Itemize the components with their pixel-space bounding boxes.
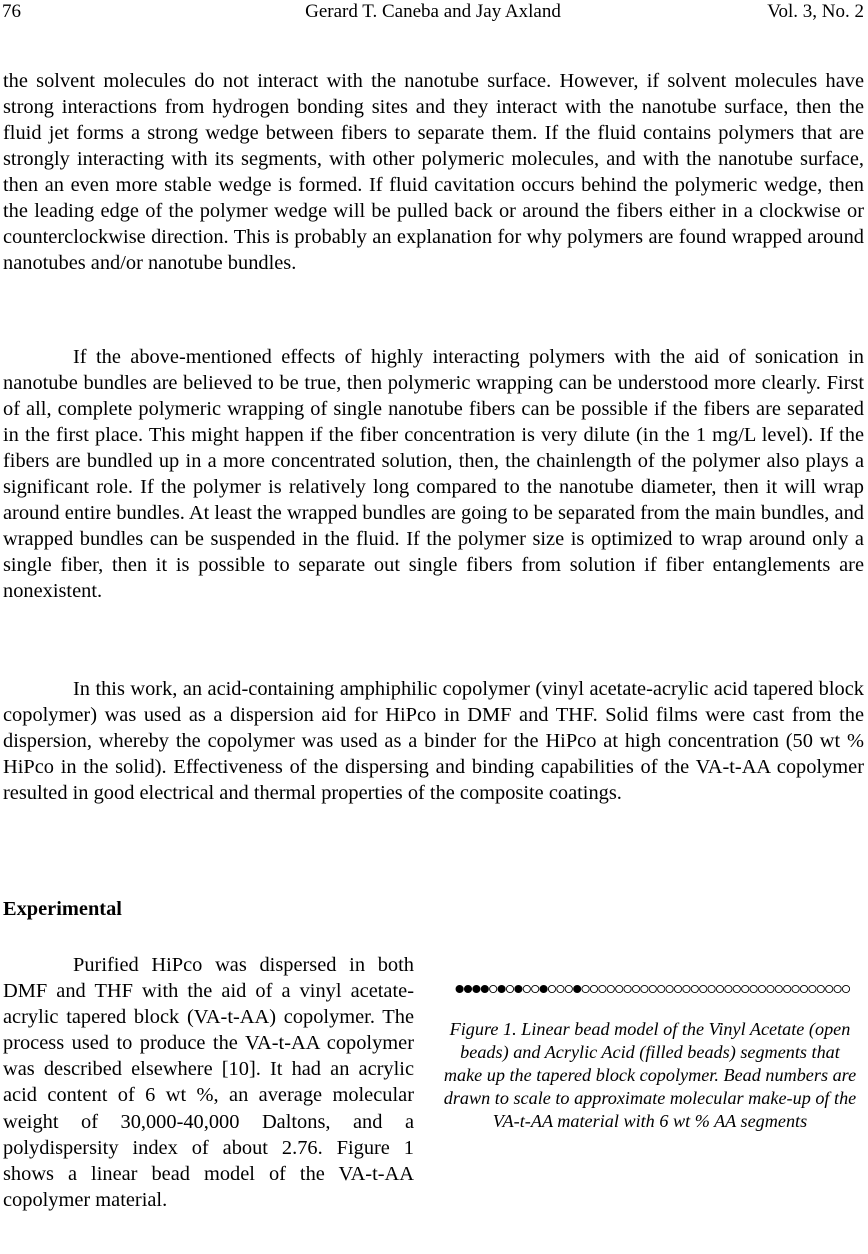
vinyl-acetate-bead xyxy=(742,985,749,992)
vinyl-acetate-bead xyxy=(490,985,497,992)
vinyl-acetate-bead xyxy=(641,985,648,992)
figure-caption: Figure 1. Linear bead model of the Vinyl Acetate (open beads) and Acrylic Acid (filled beads) segments that make up the tapered block copolymer. Bead numbers are drawn to scale to approximate molecular make-up of the VA-t-AA material with 6 wt % AA segments xyxy=(443,1019,857,1131)
vinyl-acetate-bead xyxy=(658,985,665,992)
vinyl-acetate-bead xyxy=(683,985,690,992)
paragraph-polymer-wrapping: If the above-mentioned effects of highly interacting polymers with the aid of sonication in nanotube bundles are believed to be true, then polymeric wrapping can be understood more clearly. First of all, complete polymeric wrapping of single nanotube fibers can be possible if the fibers are separated in the first place. This might happen if the fiber concentration is very dilute (in the 1 mg/L level). If the fibers are bundled up in a more concentrated solution, then, the chainlength of the polymer also plays a significant role. If the polymer is relatively long compared to the nanotube diameter, then it will wrap around entire bundles. At least the wrapped bundles are going to be separated from the main bundles, and wrapped bundles can be suspended in the fluid. If the polymer size is optimized to wrap around only a single fiber, then it is possible to separate out single fibers from solution if fiber entanglements are nonexistent. xyxy=(3,346,864,602)
vinyl-acetate-bead xyxy=(842,985,849,992)
vinyl-acetate-bead xyxy=(666,985,673,992)
vinyl-acetate-bead xyxy=(649,985,656,992)
author-line: Gerard T. Caneba and Jay Axland xyxy=(305,1,561,22)
vinyl-acetate-bead xyxy=(691,985,698,992)
vinyl-acetate-bead xyxy=(607,985,614,992)
vinyl-acetate-bead xyxy=(523,985,530,992)
acrylic-acid-bead xyxy=(515,985,522,992)
vinyl-acetate-bead xyxy=(758,985,765,992)
acrylic-acid-bead xyxy=(481,985,488,992)
bead-model-diagram xyxy=(455,982,855,996)
vinyl-acetate-bead xyxy=(532,985,539,992)
acrylic-acid-bead xyxy=(456,985,463,992)
vinyl-acetate-bead xyxy=(506,985,513,992)
vinyl-acetate-bead xyxy=(792,985,799,992)
vinyl-acetate-bead xyxy=(834,985,841,992)
vinyl-acetate-bead xyxy=(624,985,631,992)
acrylic-acid-bead xyxy=(464,985,471,992)
vinyl-acetate-bead xyxy=(582,985,589,992)
page-number: 76 xyxy=(2,1,21,22)
vinyl-acetate-bead xyxy=(590,985,597,992)
running-header xyxy=(2,0,864,26)
vinyl-acetate-bead xyxy=(733,985,740,992)
vinyl-acetate-bead xyxy=(548,985,555,992)
volume-info: Vol. 3, No. 2 xyxy=(767,1,864,22)
paragraph-this-work: In this work, an acid-containing amphiphilic copolymer (vinyl acetate-acrylic acid tapered block copolymer) was used as a dispersion aid for HiPco in DMF and THF. Solid films were cast from the dispersion, whereby the copolymer was used as a binder for the HiPco at high concentration (50 wt % HiPco in the solid). Effectiveness of the dispersing and binding capabilities of the VA-t-AA copolymer resulted in good electrical and thermal properties of the composite coatings. xyxy=(3,678,864,804)
vinyl-acetate-bead xyxy=(826,985,833,992)
vinyl-acetate-bead xyxy=(817,985,824,992)
figure-1 xyxy=(440,982,860,1133)
vinyl-acetate-bead xyxy=(616,985,623,992)
vinyl-acetate-bead xyxy=(557,985,564,992)
vinyl-acetate-bead xyxy=(767,985,774,992)
acrylic-acid-bead xyxy=(498,985,505,992)
vinyl-acetate-bead xyxy=(784,985,791,992)
vinyl-acetate-bead xyxy=(599,985,606,992)
vinyl-acetate-bead xyxy=(674,985,681,992)
vinyl-acetate-bead xyxy=(800,985,807,992)
vinyl-acetate-bead xyxy=(809,985,816,992)
vinyl-acetate-bead xyxy=(725,985,732,992)
experimental-body: Purified HiPco was dispersed in both DMF and THF with the aid of a vinyl acetate-acrylic tapered block (VA-t-AA) copolymer. The process used to produce the VA-t-AA copolymer was described elsewhere [10]. It had an acrylic acid content of 6 wt %, an average molecular weight of 30,000-40,000 Daltons, and a polydispersity index of about 2.76. Figure 1 shows a linear bead model of the VA-t-AA copolymer material. xyxy=(3,954,414,1211)
vinyl-acetate-bead xyxy=(565,985,572,992)
vinyl-acetate-bead xyxy=(750,985,757,992)
section-heading-experimental: Experimental xyxy=(3,898,122,920)
paragraph-continuation: the solvent molecules do not interact with the nanotube surface. However, if solvent molecules have strong interactions from hydrogen bonding sites and they interact with the nanotube surface, then the fluid jet forms a strong wedge between fibers to separate them. If the fluid contains polymers that are strongly interacting with its segments, with other polymeric molecules, and with the nanotube surface, then an even more stable wedge is formed. If fluid cavitation occurs behind the polymeric wedge, then the leading edge of the polymer wedge will be pulled back or around the fibers either in a clockwise or counterclockwise direction. This is probably an explanation for why polymers are found wrapped around nanotubes and/or nanotube bundles. xyxy=(3,70,864,274)
vinyl-acetate-bead xyxy=(775,985,782,992)
vinyl-acetate-bead xyxy=(700,985,707,992)
acrylic-acid-bead xyxy=(473,985,480,992)
acrylic-acid-bead xyxy=(574,985,581,992)
vinyl-acetate-bead xyxy=(716,985,723,992)
vinyl-acetate-bead xyxy=(708,985,715,992)
vinyl-acetate-bead xyxy=(632,985,639,992)
acrylic-acid-bead xyxy=(540,985,547,992)
